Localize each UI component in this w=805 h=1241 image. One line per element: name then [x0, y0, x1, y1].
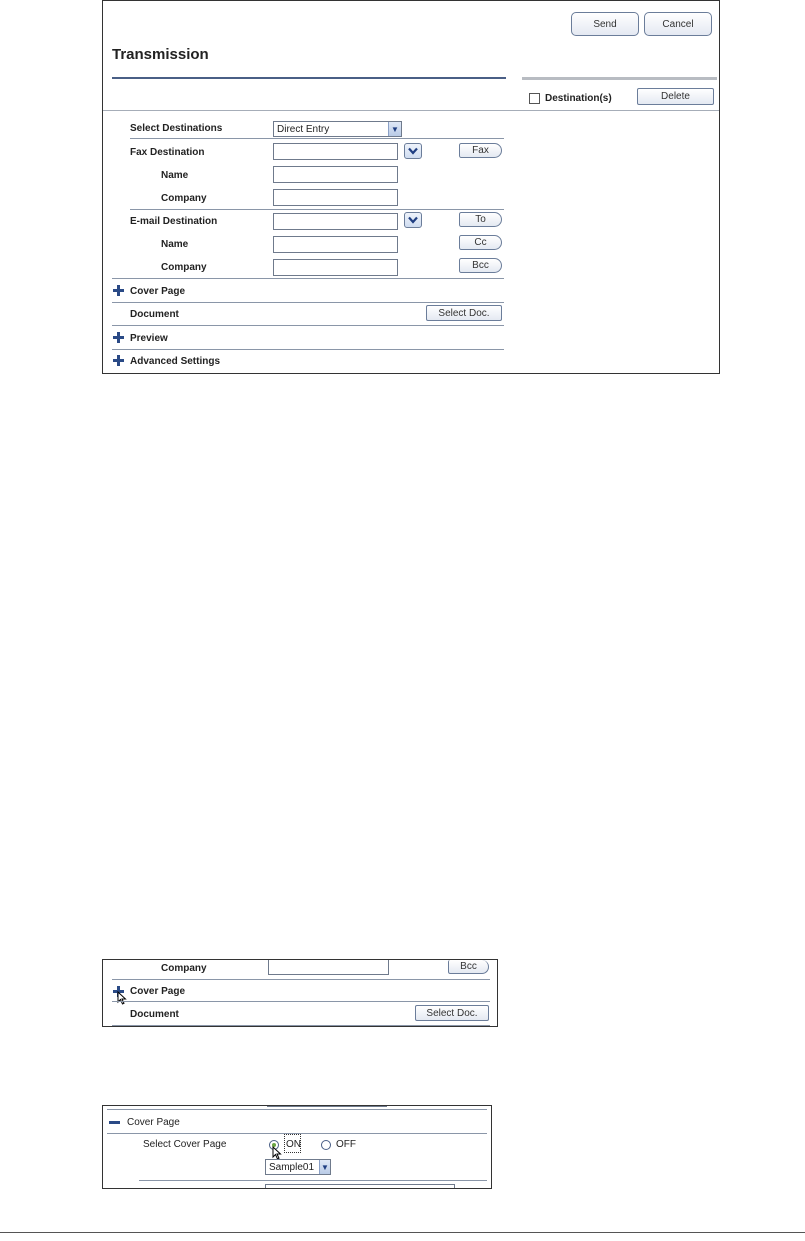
fax-button[interactable]: Fax	[459, 143, 502, 158]
row-divider	[112, 302, 504, 303]
fax-name-input[interactable]	[273, 166, 398, 183]
email-name-input[interactable]	[273, 236, 398, 253]
cover-page-on-label[interactable]: ON	[286, 1139, 301, 1150]
select-destinations-value: Direct Entry	[277, 123, 330, 135]
cover-page-off-label[interactable]: OFF	[336, 1139, 356, 1150]
email-address-book-button[interactable]	[404, 212, 422, 228]
fax-address-book-button[interactable]	[404, 143, 422, 159]
transmission-panel	[102, 0, 720, 374]
row-divider	[139, 1180, 487, 1181]
destinations-checkbox[interactable]	[529, 93, 540, 104]
detail-cover-page-expanded	[102, 1105, 492, 1189]
company-label: Company	[161, 963, 207, 974]
row-divider	[112, 979, 490, 980]
title-rule	[112, 77, 506, 79]
next-field-input[interactable]	[265, 1184, 455, 1189]
email-destination-label: E-mail Destination	[130, 216, 218, 227]
fax-company-label: Company	[161, 193, 207, 204]
cancel-button[interactable]: Cancel	[644, 12, 712, 36]
fax-name-label: Name	[161, 170, 189, 181]
document-label: Document	[130, 309, 179, 320]
top-edge-input	[267, 1106, 387, 1107]
select-cover-page-label: Select Cover Page	[143, 1139, 227, 1150]
destinations-label: Destination(s)	[545, 93, 612, 104]
send-button[interactable]: Send	[571, 12, 639, 36]
row-divider	[112, 1025, 490, 1026]
fax-destination-input[interactable]	[273, 143, 398, 160]
cover-page-expand-icon[interactable]	[113, 285, 124, 296]
row-divider	[112, 1001, 490, 1002]
delete-button[interactable]: Delete	[637, 88, 714, 105]
email-company-label: Company	[161, 262, 207, 273]
email-name-label: Name	[161, 239, 189, 250]
cc-button[interactable]: Cc	[459, 235, 502, 250]
company-input[interactable]	[268, 960, 389, 975]
preview-expand-icon[interactable]	[113, 332, 124, 343]
cover-template-dropdown[interactable]	[265, 1159, 331, 1175]
chevron-down-icon	[408, 216, 418, 224]
destinations-header-rule	[522, 77, 717, 80]
mouse-pointer-icon	[272, 1146, 282, 1160]
chevron-down-icon	[408, 147, 418, 155]
fax-destination-label: Fax Destination	[130, 147, 205, 158]
row-divider	[112, 349, 504, 350]
cover-page-label[interactable]: Cover Page	[127, 1117, 180, 1128]
row-divider	[130, 209, 504, 210]
page-title: Transmission	[112, 46, 209, 63]
detail-cover-page-collapsed	[102, 959, 498, 1027]
page-bottom-rule	[0, 1232, 805, 1233]
select-doc-button[interactable]: Select Doc.	[426, 305, 502, 321]
cover-template-value: Sample01	[269, 1161, 315, 1173]
select-doc-button[interactable]: Select Doc.	[415, 1005, 489, 1021]
preview-label[interactable]: Preview	[130, 333, 168, 344]
cover-page-label[interactable]: Cover Page	[130, 986, 186, 997]
row-divider	[112, 278, 504, 279]
email-company-input[interactable]	[273, 259, 398, 276]
cover-page-label[interactable]: Cover Page	[130, 286, 186, 297]
row-divider	[107, 1109, 487, 1110]
bcc-button[interactable]: Bcc	[448, 960, 489, 974]
bcc-button[interactable]: Bcc	[459, 258, 502, 273]
email-destination-input[interactable]	[273, 213, 398, 230]
row-divider	[112, 325, 504, 326]
to-button[interactable]: To	[459, 212, 502, 227]
advanced-settings-label[interactable]: Advanced Settings	[130, 356, 221, 367]
select-destinations-dropdown[interactable]	[273, 121, 402, 137]
cover-page-collapse-icon[interactable]	[109, 1121, 120, 1124]
cover-page-off-radio[interactable]	[321, 1140, 331, 1150]
chevron-down-icon: ▼	[388, 122, 401, 136]
select-destinations-label: Select Destinations	[130, 123, 223, 134]
mouse-pointer-icon	[117, 991, 127, 1005]
advanced-settings-expand-icon[interactable]	[113, 355, 124, 366]
document-label: Document	[130, 1009, 179, 1020]
header-divider	[103, 110, 719, 111]
row-divider	[130, 138, 504, 139]
fax-company-input[interactable]	[273, 189, 398, 206]
chevron-down-icon: ▼	[319, 1160, 330, 1174]
